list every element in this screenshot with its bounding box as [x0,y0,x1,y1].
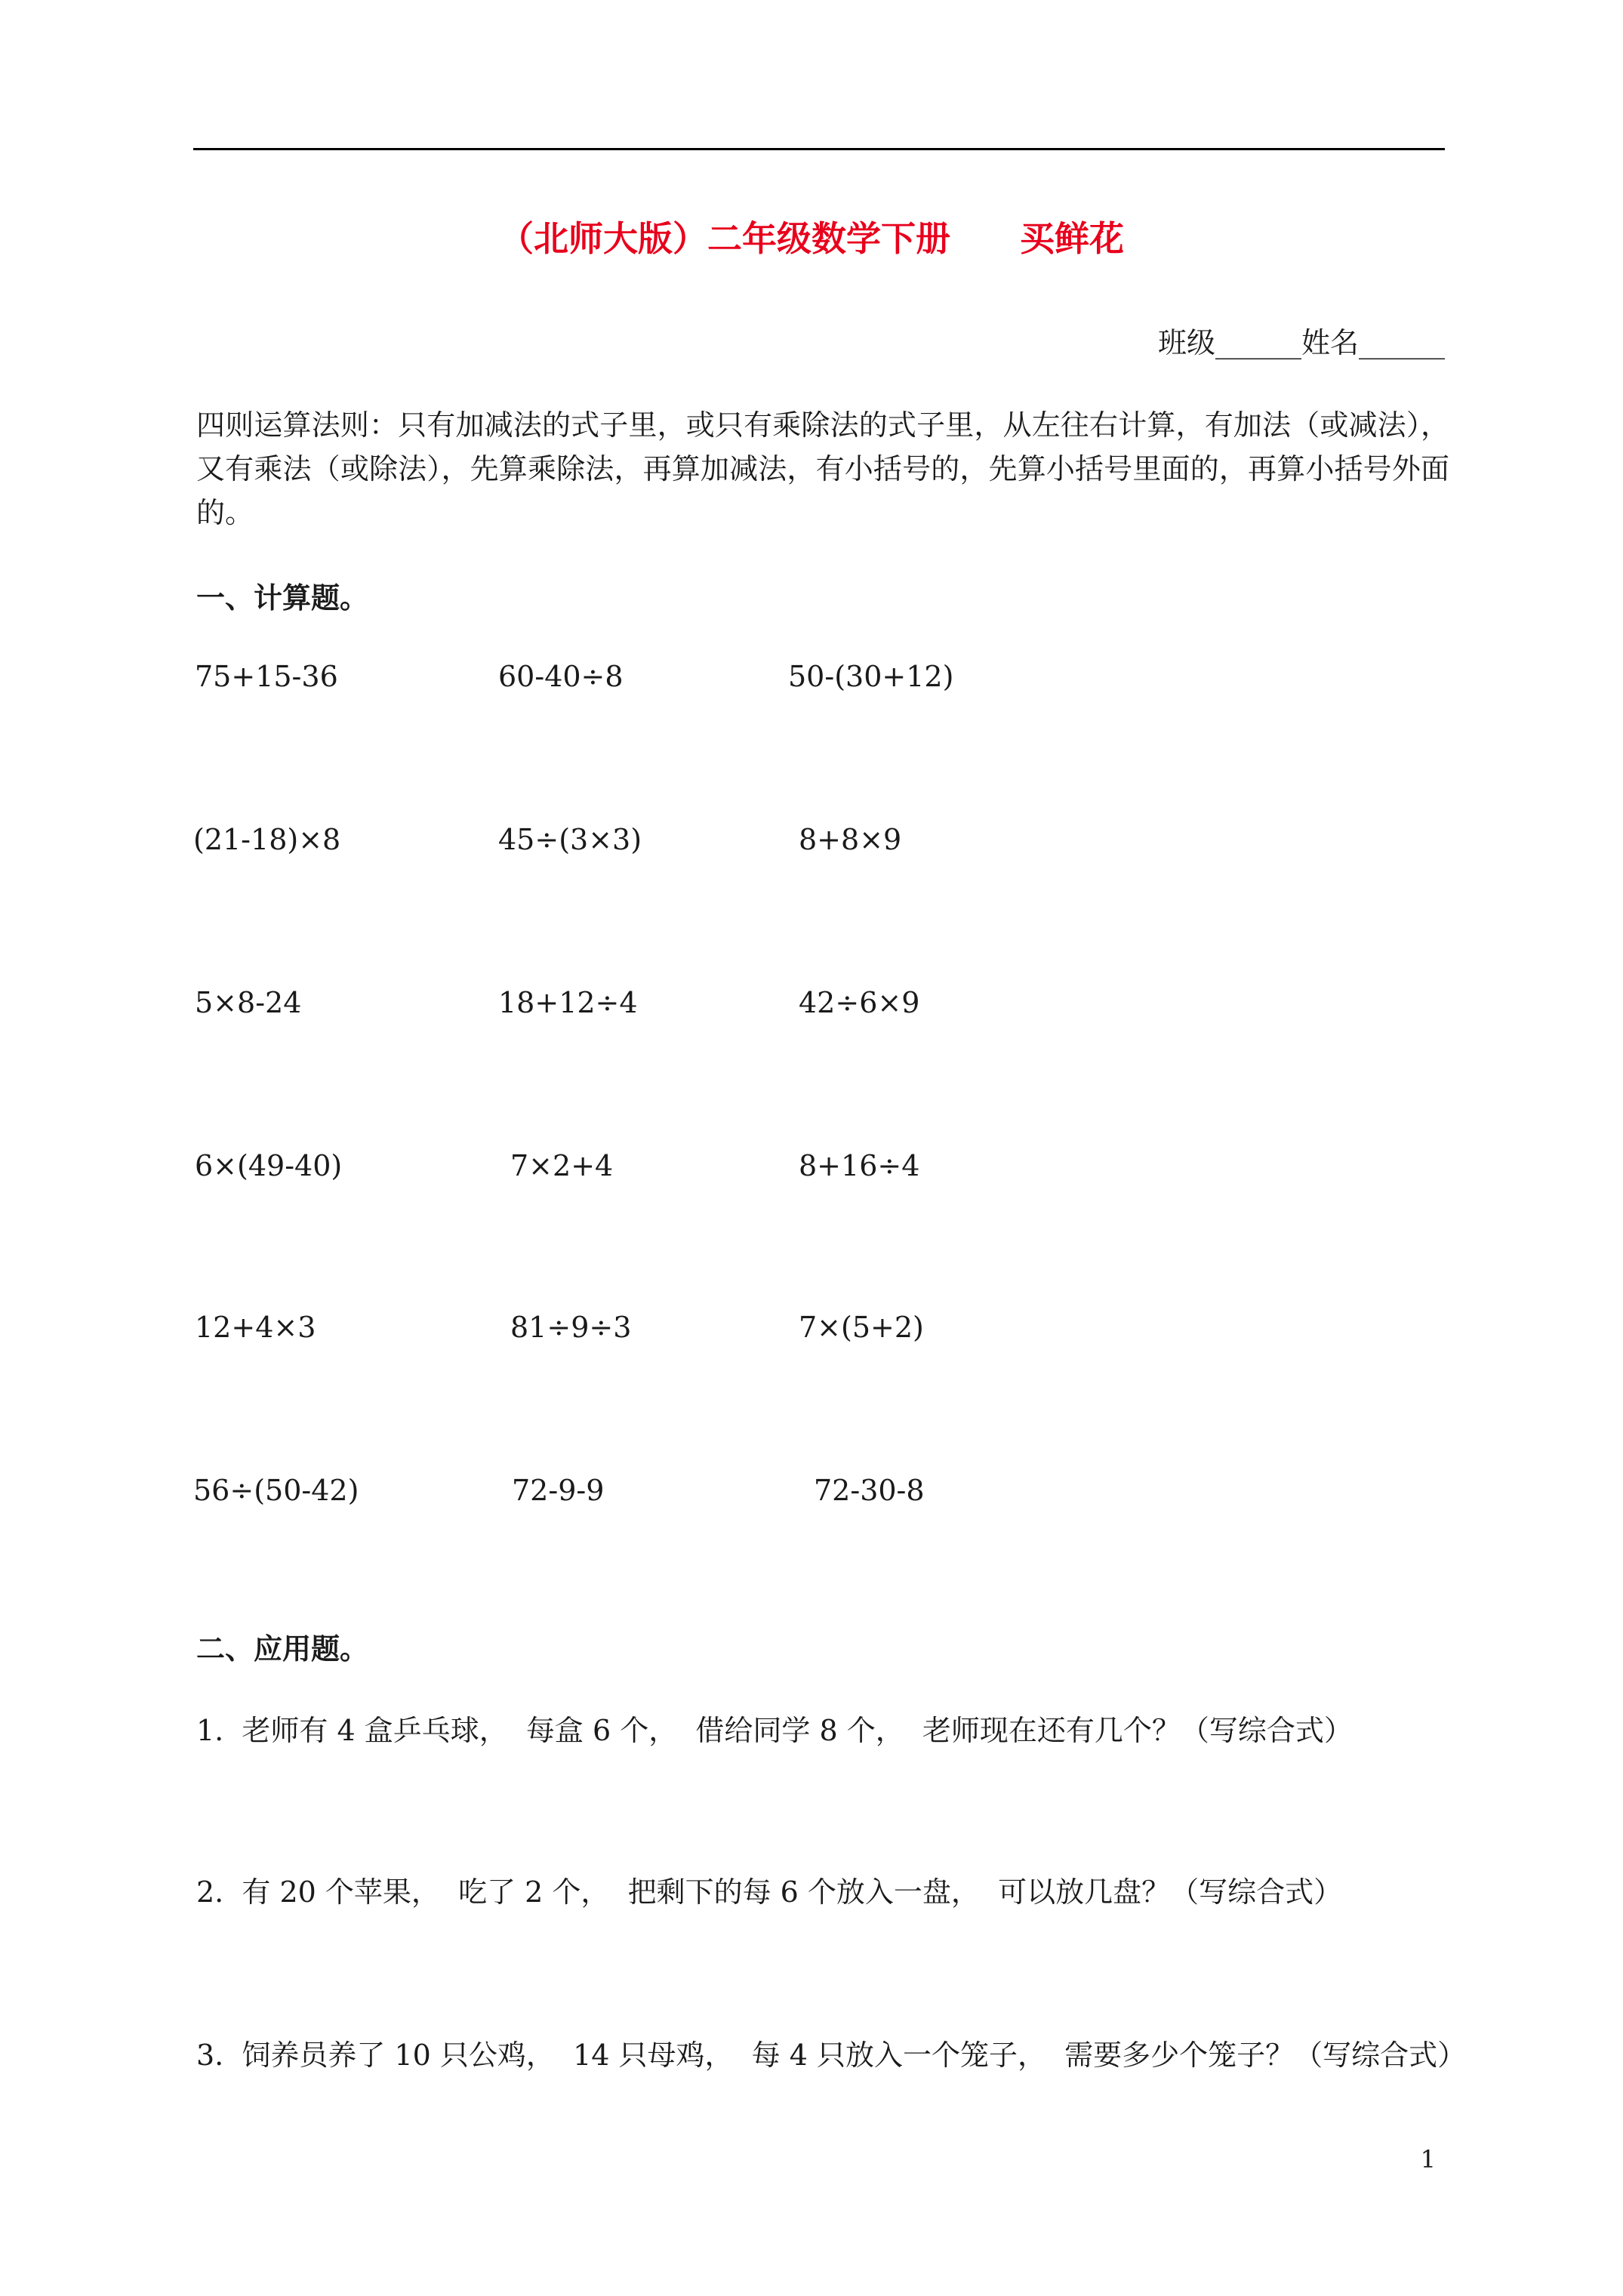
page-number: 1 [1420,2145,1436,2174]
calc-item: 12+4×3 [195,1311,316,1344]
calc-item: 18+12÷4 [498,986,638,1019]
class-name-line: 班级______姓名______ [1157,326,1445,359]
word-problem: 2. 有 20 个苹果， 吃了 2 个， 把剩下的每 6 个放入一盘， 可以放几盘？（写综合式） [196,1875,1343,1909]
section-heading-word-problems: 二、应用题。 [196,1632,369,1666]
word-problem: 1. 老师有 4 盒乒乓球， 每盒 6 个， 借给同学 8 个， 老师现在还有几个？（写综合式） [196,1714,1353,1747]
calc-item: 8+8×9 [799,823,902,856]
calc-item: (21-18)×8 [193,823,341,856]
calc-item: 45÷(3×3) [498,823,642,856]
page-title: （北师大版）二年级数学下册 买鲜花 [499,218,1124,259]
calc-item: 7×(5+2) [799,1311,924,1344]
section-heading-calculation: 一、计算题。 [196,581,369,615]
calc-item: 72-30-8 [814,1474,925,1507]
calc-item: 7×2+4 [510,1149,614,1182]
header-rule [193,148,1445,150]
calc-item: 5×8-24 [195,986,302,1019]
calc-item: 81÷9÷3 [510,1311,632,1344]
calc-item: 42÷6×9 [799,986,920,1019]
calc-item: 60-40÷8 [498,660,624,693]
calc-item: 50-(30+12) [788,660,954,693]
calc-item: 72-9-9 [512,1474,605,1507]
calc-item: 75+15-36 [195,660,338,693]
arithmetic-rule-paragraph: 四则运算法则：只有加减法的式子里，或只有乘除法的式子里，从左往右计算，有加法（或减法），又有乘法（或除法），先算乘除法，再算加减法，有小括号的，先算小括号里面的，再算小括号外面的。 [196,408,1449,529]
word-problem: 3. 饲养员养了 10 只公鸡， 14 只母鸡， 每 4 只放入一个笼子， 需要多少个笼子？（写综合式） [196,2039,1467,2072]
calc-item: 56÷(50-42) [193,1474,359,1507]
calc-item: 6×(49-40) [195,1149,343,1182]
calc-item: 8+16÷4 [799,1149,920,1182]
